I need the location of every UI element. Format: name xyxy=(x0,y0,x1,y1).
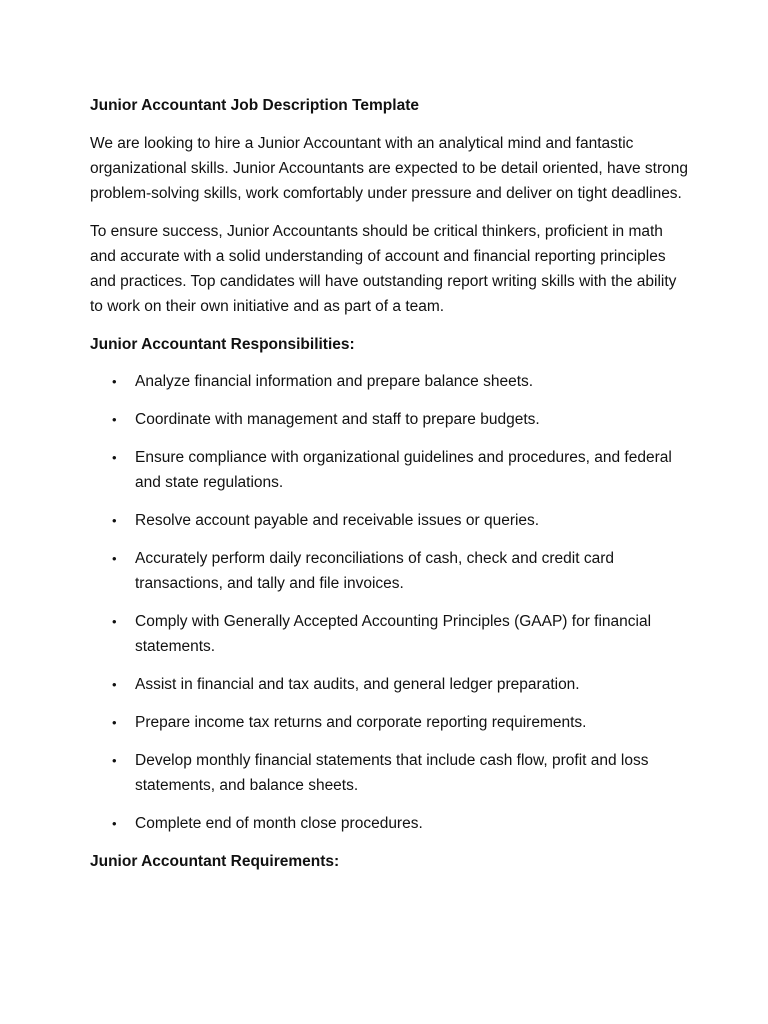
intro-paragraph-2: To ensure success, Junior Accountants should be critical thinkers, proficient in math and accurate with a solid understanding of account and financial reporting principles and practices. Top candidates will have outstanding report writing skills with the ability to work on their own initiative and as part of a team. xyxy=(90,223,677,315)
list-item xyxy=(90,369,690,394)
list-item-text: Resolve account payable and receivable issues or queries. xyxy=(135,512,540,529)
list-item-text: Comply with Generally Accepted Accounting Principles (GAAP) for financial statements. xyxy=(135,613,652,655)
bullet-icon: • xyxy=(112,551,117,566)
list-item-text: Assist in financial and tax audits, and general ledger preparation. xyxy=(135,676,580,693)
list-item xyxy=(90,546,690,596)
list-item-text: Analyze financial information and prepare balance sheets. xyxy=(135,373,534,390)
requirements-heading: Junior Accountant Requirements: xyxy=(90,853,340,870)
bullet-icon: • xyxy=(112,374,117,389)
list-item xyxy=(90,609,690,659)
list-item-text: Accurately perform daily reconciliations of cash, check and credit card transactions, and tally and file invoices. xyxy=(135,550,614,592)
intro-paragraph-1: We are looking to hire a Junior Accountant with an analytical mind and fantastic organizational skills. Junior Accountants are expected to be detail oriented, have strong problem-solving skills, work comfortably under pressure and deliver on tight deadlines. xyxy=(90,135,688,202)
bullet-icon: • xyxy=(112,614,117,629)
list-item-text: Ensure compliance with organizational guidelines and procedures, and federal and state regulations. xyxy=(135,449,672,491)
list-item-text: Prepare income tax returns and corporate reporting requirements. xyxy=(135,714,587,731)
bullet-icon: • xyxy=(112,753,117,768)
list-item xyxy=(90,445,690,495)
bullet-icon: • xyxy=(112,513,117,528)
list-item xyxy=(90,811,690,836)
list-item-text: Complete end of month close procedures. xyxy=(135,815,423,832)
list-item xyxy=(90,407,690,432)
document-title: Junior Accountant Job Description Template xyxy=(90,97,419,114)
list-item xyxy=(90,748,690,798)
bullet-icon: • xyxy=(112,677,117,692)
bullet-icon: • xyxy=(112,450,117,465)
bullet-icon: • xyxy=(112,715,117,730)
responsibilities-list xyxy=(90,369,690,836)
list-item xyxy=(90,710,690,735)
document-page xyxy=(90,93,690,886)
responsibilities-heading: Junior Accountant Responsibilities: xyxy=(90,336,355,353)
bullet-icon: • xyxy=(112,412,117,427)
bullet-icon: • xyxy=(112,816,117,831)
list-item-text: Develop monthly financial statements that include cash flow, profit and loss statements, and balance sheets. xyxy=(135,752,649,794)
list-item-text: Coordinate with management and staff to prepare budgets. xyxy=(135,411,540,428)
list-item xyxy=(90,672,690,697)
list-item xyxy=(90,508,690,533)
